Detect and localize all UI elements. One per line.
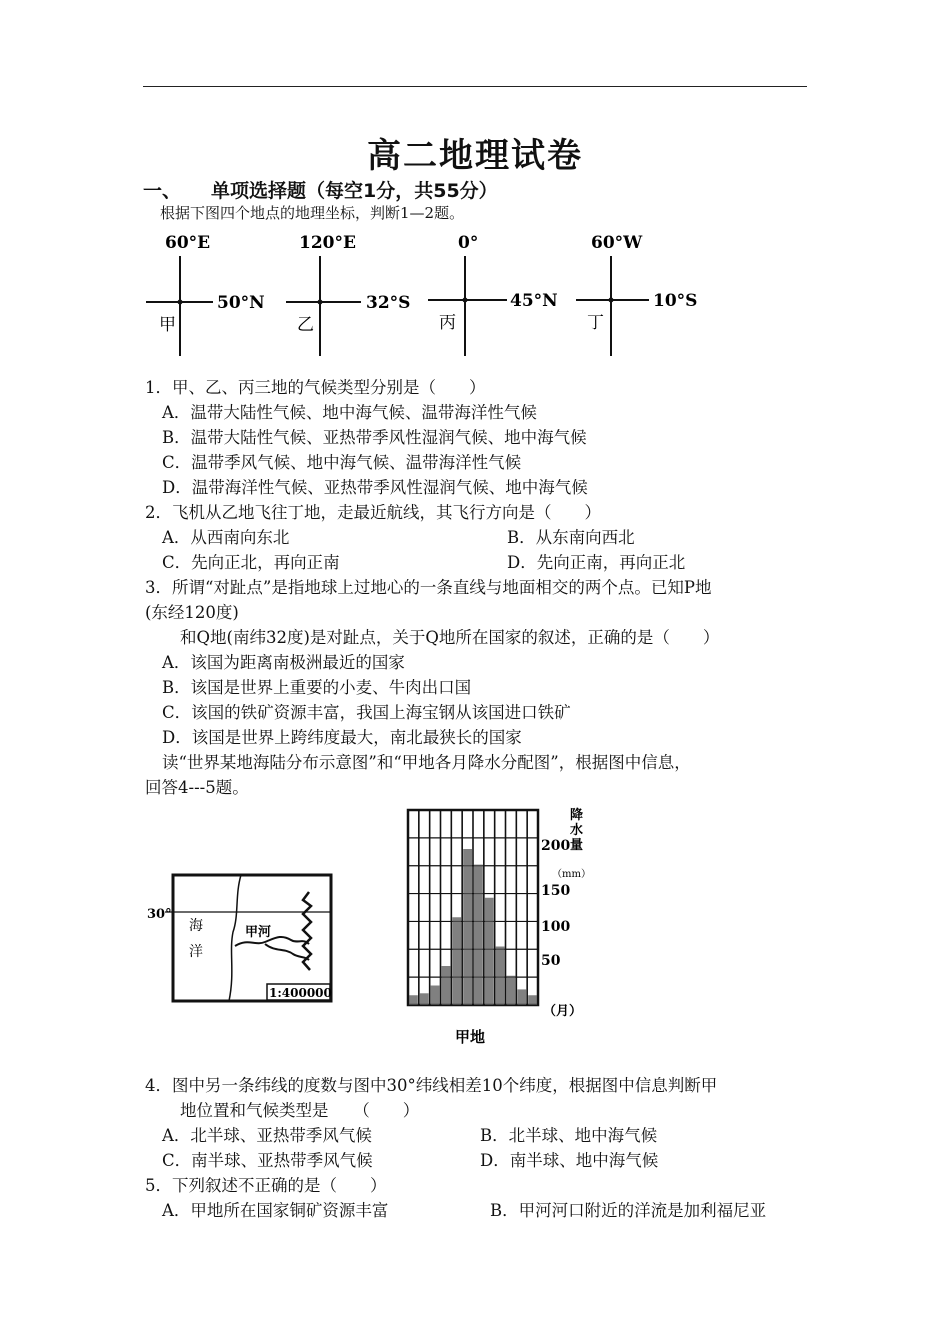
- intro-q1-2: 根据下图四个地点的地理坐标，判断1—2题。: [160, 204, 465, 222]
- q5-option-a: A．甲地所在国家铜矿资源丰富: [162, 1201, 389, 1220]
- coord-lon: 60°E: [165, 233, 211, 253]
- rain-shade: [431, 986, 440, 1006]
- coord-lon: 0°: [458, 233, 479, 253]
- coord-yi: [283, 226, 413, 365]
- rain-shade: [517, 989, 526, 1005]
- rain-caption: 甲地: [455, 1028, 486, 1046]
- q1-option-a: A．温带大陆性气候、地中海气候、温带海洋性气候: [162, 403, 537, 422]
- q3-stem-line1: 3．所谓“对趾点”是指地球上过地心的一条直线与地面相交的两个点。已知P地: [145, 578, 712, 597]
- q3-option-b: B．该国是世界上重要的小麦、牛肉出口国: [162, 678, 472, 697]
- q2-option-c: C．先向正北，再向正南: [162, 553, 340, 572]
- rain-tick-150: 150: [541, 883, 571, 899]
- coord-lat: 45°N: [510, 291, 558, 311]
- q4-option-a: A．北半球、亚热带季风气候: [162, 1126, 372, 1145]
- q3-option-a: A．该国为距离南极洲最近的国家: [162, 653, 405, 672]
- map-ocean-1: 海: [189, 918, 203, 934]
- rain-shade: [474, 865, 483, 1005]
- section-title: 单项选择题（每空1分，共55分）: [211, 180, 498, 202]
- rain-shade: [463, 849, 472, 1005]
- q3-stem-line3: 和Q地(南纬32度)是对趾点，关于Q地所在国家的叙述，正确的是（ ）: [180, 628, 720, 647]
- rain-shade: [420, 993, 429, 1005]
- q4-option-c: C．南半球、亚热带季风气候: [162, 1151, 373, 1170]
- rain-tick-100: 100: [541, 919, 571, 935]
- rain-shade: [442, 966, 451, 1005]
- intro-q4-5-line2: 回答4---5题。: [145, 778, 249, 797]
- q1-stem: 1．甲、乙、丙三地的气候类型分别是（ ）: [145, 378, 486, 397]
- q2-option-a: A．从西南向东北: [162, 528, 290, 547]
- rain-shade: [452, 917, 461, 1005]
- q2-stem: 2．飞机从乙地飞往丁地，走最近航线，其飞行方向是（ ）: [145, 503, 601, 522]
- rain-ylabel-3: 量: [570, 838, 584, 853]
- q1-option-b: B．温带大陆性气候、亚热带季风性湿润气候、地中海气候: [162, 428, 587, 447]
- rain-shade: [528, 995, 537, 1005]
- q2-option-b: B．从东南向西北: [507, 528, 635, 547]
- section-number: 一、: [143, 180, 182, 202]
- rain-shade: [485, 898, 494, 1005]
- q5-stem: 5．下列叙述不正确的是（ ）: [145, 1176, 387, 1195]
- coord-name: 丙: [439, 313, 456, 333]
- coord-lon: 60°W: [591, 233, 643, 253]
- rain-ylabel-2: 水: [570, 823, 584, 838]
- q4-stem-line2: 地位置和气候类型是 （ ）: [180, 1101, 420, 1120]
- map-latitude: 30°: [147, 907, 172, 922]
- section-heading: [143, 176, 498, 203]
- q3-stem-line2: (东经120度): [145, 603, 239, 622]
- coord-lat: 50°N: [217, 293, 265, 313]
- map-scale: 1:400000: [269, 986, 332, 1000]
- q5-option-b: B．甲河河口附近的洋流是加利福尼亚: [490, 1201, 767, 1220]
- q1-option-d: D．温带海洋性气候、亚热带季风性湿润气候、地中海气候: [162, 478, 588, 497]
- coord-ding: [573, 226, 703, 365]
- top-rule: [143, 86, 807, 87]
- q3-option-d: D．该国是世界上跨纬度最大，南北最狭长的国家: [162, 728, 522, 747]
- rain-shade: [496, 947, 505, 1006]
- rain-tick-200: 200: [541, 838, 571, 854]
- q4-option-d: D．南半球、地中海气候: [480, 1151, 659, 1170]
- q2-option-d: D．先向正南，再向正北: [507, 553, 686, 572]
- coord-name: 甲: [159, 315, 176, 335]
- coord-name: 丁: [587, 313, 604, 333]
- page-title: 高二地理试卷: [367, 136, 583, 176]
- q4-stem-line1: 4．图中另一条纬线的度数与图中30°纬线相差10个纬度，根据图中信息判断甲: [145, 1076, 718, 1095]
- q1-option-c: C．温带季风气候、地中海气候、温带海洋性气候: [162, 453, 522, 472]
- rain-ylabel-1: 降: [570, 808, 584, 823]
- rain-xunit: （月）: [543, 1004, 583, 1019]
- intro-q4-5-line1: 读“世界某地海陆分布示意图”和“甲地各月降水分配图”，根据图中信息，: [162, 753, 691, 772]
- rainfall-chart: [400, 805, 600, 1054]
- q4-option-b: B．北半球、地中海气候: [480, 1126, 658, 1145]
- map-ocean-2: 洋: [189, 944, 203, 960]
- q3-option-c: C．该国的铁矿资源丰富，我国上海宝钢从该国进口铁矿: [162, 703, 571, 722]
- coord-lon: 120°E: [299, 233, 356, 253]
- rain-shade: [507, 976, 516, 1005]
- coord-name: 乙: [297, 315, 314, 335]
- sea-land-map: [143, 860, 343, 1014]
- rain-shade: [409, 995, 418, 1005]
- map-river-label: 甲河: [245, 925, 272, 940]
- rain-unit: （mm）: [552, 869, 591, 880]
- coord-lat: 32°S: [366, 293, 411, 313]
- coord-lat: 10°S: [653, 291, 698, 311]
- coord-jia: [143, 226, 273, 365]
- rain-tick-50: 50: [541, 953, 561, 969]
- coord-bing: [425, 226, 560, 365]
